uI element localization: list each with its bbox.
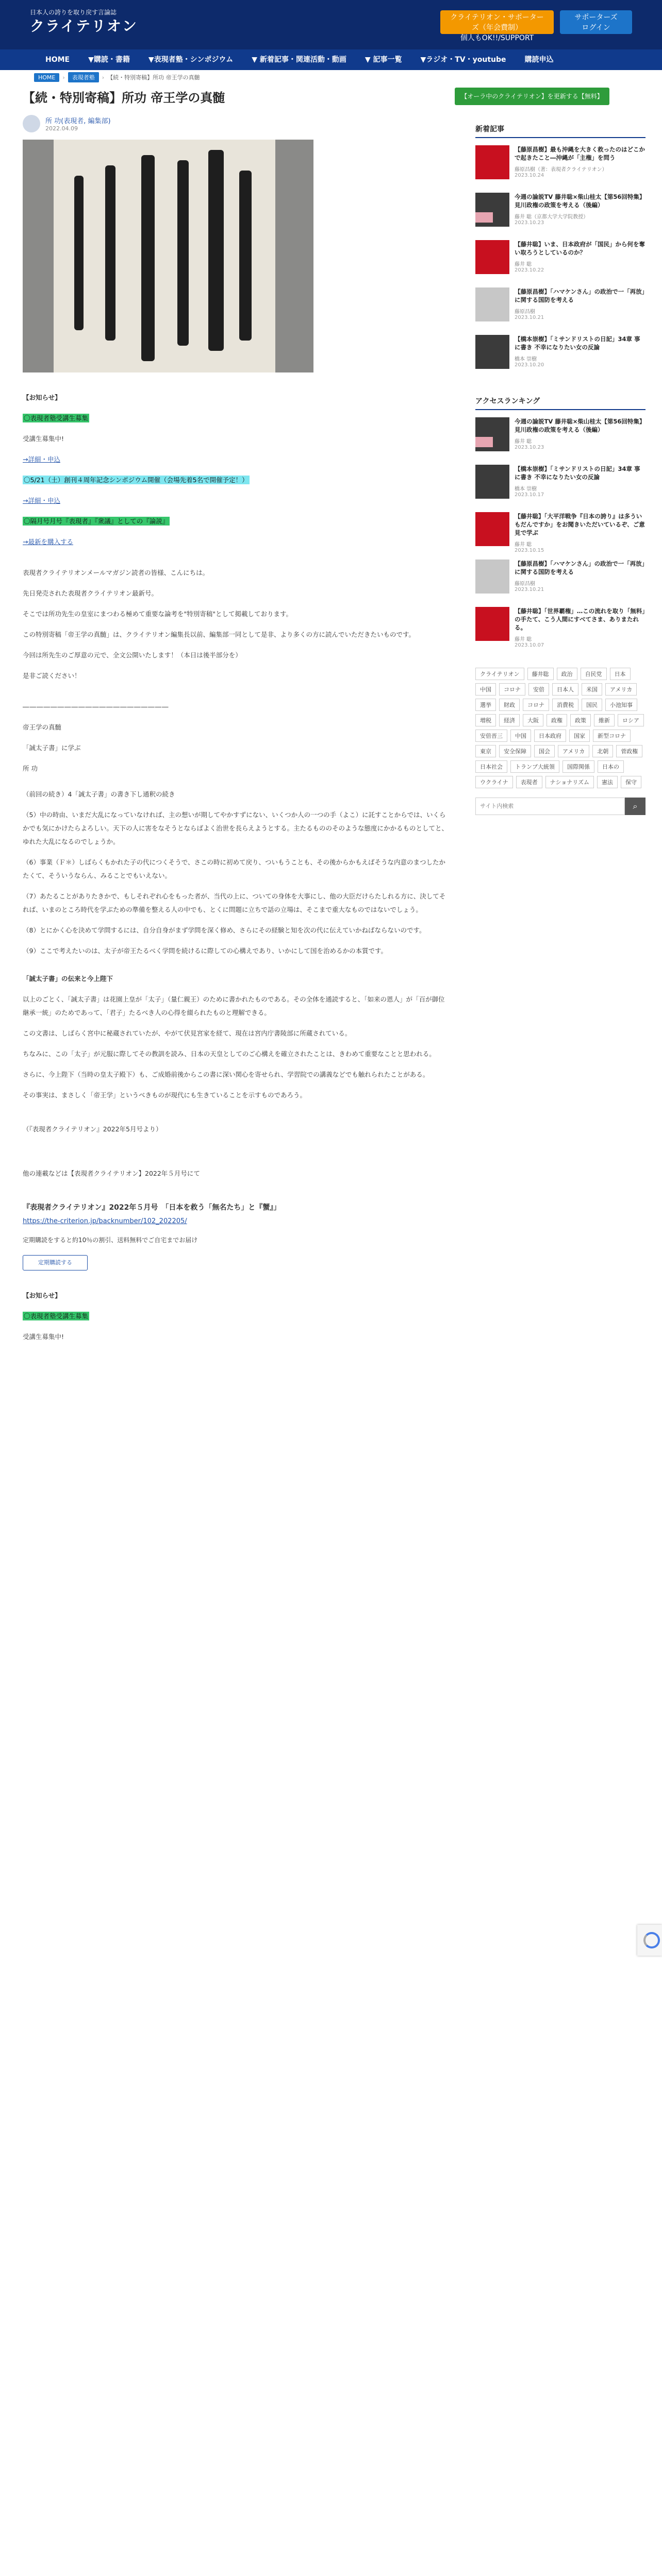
- article-headline: 【藤原昌樹】「ハマケンさん」の政治で一「再放」に関する国防を考える: [515, 560, 645, 575]
- recaptcha-badge-icon[interactable]: [637, 1925, 662, 1956]
- promo-url-link[interactable]: https://the-criterion.jp/backnumber/102_202205/: [23, 1217, 187, 1225]
- ranking-item[interactable]: [475, 607, 646, 647]
- article-headline: 【橋本崇樹】「ミサンドリストの日記」34章 事に書き 不幸になりたい女の反論: [515, 335, 640, 351]
- promo-title: 『表現者クライテリオン』2022年５月号 「日本を救う「無名たち」と『蟹』」: [23, 1204, 281, 1212]
- essay-subtitle: 「誠太子書」に学ぶ: [23, 744, 81, 752]
- article-thumbnail: [475, 465, 509, 499]
- logo-title: クライテリオン: [30, 18, 138, 35]
- tag-link[interactable]: 自民党: [581, 668, 607, 680]
- tag-link[interactable]: 政権: [547, 714, 567, 726]
- article-author: 藤井 聡: [515, 439, 532, 445]
- article-headline: 今週の論説TV 藤井聡×柴山桂太【第56回特集】見川政権の政策を考える（後編）: [515, 193, 646, 209]
- tag-link[interactable]: トランプ大統領: [510, 760, 559, 773]
- new-article-item[interactable]: [475, 335, 646, 375]
- article-date: 2023.10.17: [515, 492, 544, 498]
- tag-link[interactable]: クライテリオン: [475, 668, 524, 680]
- article-author: 藤原昌樹: [515, 309, 535, 315]
- tag-link[interactable]: ウクライナ: [475, 776, 513, 788]
- search-input[interactable]: [475, 798, 625, 815]
- site-logo[interactable]: [30, 8, 154, 39]
- notice-juku-sub: 受講生募集中!: [23, 435, 64, 443]
- article-date: 2023.10.22: [515, 267, 544, 273]
- logo-tagline: 日本人の誇りを取り戻す言論誌: [30, 9, 117, 16]
- tag-link[interactable]: 東京: [475, 745, 496, 757]
- tag-link[interactable]: アメリカ: [605, 683, 637, 696]
- section-2-paragraph: ちなみに、この「太子」が元服に際してその教訓を読み、日本の天皇としてのご心構えを確立されたことは、きわめて重要なことと思われる。: [23, 1050, 436, 1058]
- promo-pre: 他の連載などは【表現者クライテリオン】2022年５月号にて: [23, 1170, 200, 1177]
- site-header: [0, 0, 662, 49]
- article-main: [15, 88, 459, 1344]
- article-author: 橋本 崇樹: [515, 486, 537, 492]
- article-headline: 【藤原昌樹】「ハマケンさん」の政治で一「再放」に関する国防を考える: [515, 288, 645, 303]
- article-title: 【続・特別寄稿】所功 帝王学の真髄: [23, 91, 225, 105]
- tag-link[interactable]: 消費税: [552, 699, 578, 711]
- breadcrumb-home[interactable]: HOME: [34, 73, 59, 82]
- article-headline: 【藤井聡】「世界覇権」…この流れを取り「無料」の手たて、こう人間にすべてさま、ありまたれる。: [515, 607, 645, 631]
- site-search: [475, 798, 646, 815]
- section-2-title: 「誠太子書」の伝来と今上陛下: [23, 975, 113, 982]
- tag-link[interactable]: 憲法: [597, 776, 618, 788]
- tag-link[interactable]: 国家: [569, 730, 590, 742]
- tag-link[interactable]: 日本人: [552, 683, 578, 696]
- symposium-details-link[interactable]: →詳細・申込: [23, 497, 60, 504]
- nav-subscribe-books[interactable]: ▼購読・書籍: [88, 56, 130, 64]
- article-body: [23, 391, 451, 1344]
- nav-home[interactable]: HOME: [45, 56, 70, 64]
- new-article-item[interactable]: [475, 240, 646, 280]
- article-thumbnail: [475, 145, 509, 179]
- tag-link[interactable]: 日本政府: [534, 730, 566, 742]
- tag-link[interactable]: ロシア: [618, 714, 644, 726]
- tag-link[interactable]: 国際関係: [562, 760, 594, 773]
- section-intro: （前回の続き）4「誠太子書」の書き下し通釈の続き: [23, 790, 175, 798]
- tag-link[interactable]: 中国: [475, 683, 496, 696]
- promo-note: 定期購読をすると約10％の割引、送料無料でご自宅までお届け: [23, 1236, 198, 1244]
- essay-author: 所 功: [23, 765, 38, 772]
- tag-link[interactable]: 政治: [557, 668, 577, 680]
- tag-link[interactable]: コロナ: [499, 683, 525, 696]
- article-date: 2023.10.23: [515, 220, 544, 226]
- tag-link[interactable]: 安全保障: [499, 745, 531, 757]
- ranking-item[interactable]: [475, 512, 646, 552]
- author-name[interactable]: [45, 115, 111, 125]
- tag-link[interactable]: 日本: [610, 668, 631, 680]
- tag-link[interactable]: 大阪: [523, 714, 543, 726]
- tag-link[interactable]: 政策: [570, 714, 591, 726]
- tag-link[interactable]: 国民: [582, 699, 602, 711]
- tag-link[interactable]: 北朝: [592, 745, 613, 757]
- tag-link[interactable]: ナショナリズム: [545, 776, 594, 788]
- article-author: 藤井 聡: [515, 262, 532, 267]
- article-headline: 【橋本崇樹】「ミサンドリストの日記」34章 事に書き 不幸になりたい女の反論: [515, 465, 640, 481]
- article-thumbnail: [475, 560, 509, 594]
- author-avatar: [23, 115, 40, 132]
- buy-latest-link[interactable]: →最新を購入する: [23, 538, 73, 546]
- bottom-notice-juku: 〇表現者塾受講生募集: [24, 1312, 89, 1320]
- notice-quarterly: 〇隔月号月号『表現者』『衆議』としての『論説』: [24, 517, 169, 525]
- article-thumbnail: [475, 240, 509, 274]
- ranking-item[interactable]: [475, 560, 646, 600]
- tag-link[interactable]: 中国: [510, 730, 531, 742]
- article-author: 橋本 崇樹: [515, 357, 537, 362]
- article-thumbnail: [475, 335, 509, 369]
- divider-line: ―――――――――――――――――――――: [23, 703, 169, 710]
- breadcrumb-separator: ›: [102, 74, 105, 81]
- subscribe-regular-button[interactable]: 定期購読する: [23, 1255, 88, 1270]
- article-headline: 【藤井聡】「大平洋戦争『日本の誇り』は多ういもだんですか」をお聞きいただいているぞ、ご意見で学ぶ: [515, 513, 645, 536]
- tag-link[interactable]: 藤井聡: [527, 668, 554, 680]
- article-date: 2023.10.23: [515, 445, 544, 450]
- tag-link[interactable]: 日本の: [598, 760, 624, 773]
- notice-symposium: 〇5/21（土）創刊４周年記念シンポジウム開催（会場先着5名で開催予定！）: [24, 476, 249, 484]
- sidebar: [461, 93, 646, 815]
- article-author: 藤原昌樹: [515, 581, 535, 587]
- article-date: 2022.04.09: [45, 125, 78, 132]
- new-articles-title: 新着記事: [475, 124, 646, 138]
- header-buttons: [440, 10, 632, 42]
- article-author: 藤井 聡: [515, 637, 532, 642]
- article-author: 藤原昌樹（著：表現者クライテリオン）: [515, 167, 607, 173]
- tag-link[interactable]: コロナ: [523, 699, 549, 711]
- ranking-item[interactable]: [475, 465, 646, 505]
- section-2-paragraph: さらに、今上陛下（当時の皇太子殿下）も、ご成婚前後からこの書に深い関心を寄せられ、学習院での講義などでも触れられたことがある。: [23, 1071, 429, 1078]
- notice-juku: 〇表現者塾受講生募集: [24, 414, 89, 422]
- bottom-notice-juku-sub: 受講生募集中!: [23, 1333, 64, 1341]
- main-nav: [0, 49, 662, 70]
- nav-subscribe-apply[interactable]: 購読申込: [524, 56, 554, 64]
- article-thumbnail: [475, 512, 509, 546]
- body-paragraph: （6）事業（Ｆ＊）しばらくもかれた子の代につくそうで、さこの時に初めて戻り、ついもうことも、その後からかもえばそうな内意のまつしたかたくて、そういうならん、みることでもいえない。: [23, 858, 445, 879]
- nav-radio-tv[interactable]: ▼ラジオ・TV・youtube: [420, 56, 506, 64]
- tag-link[interactable]: 小池知事: [605, 699, 637, 711]
- ranking-item[interactable]: [475, 417, 646, 457]
- intro-paragraph-6: 是非ご読ください！: [23, 672, 81, 680]
- article-date: 2023.10.21: [515, 315, 544, 320]
- tag-link[interactable]: 米国: [582, 683, 602, 696]
- article-thumbnail: [475, 417, 509, 451]
- breadcrumb-current: 【続・特別寄稿】所功 帝王学の真髄: [107, 74, 200, 81]
- tag-link[interactable]: 維新: [594, 714, 615, 726]
- nav-new-articles[interactable]: ▼ 新着記事・関連活動・動画: [252, 56, 346, 64]
- intro-paragraph-2: 先日発売された表現者クライテリオン最新号。: [23, 589, 158, 597]
- author-row: [23, 115, 459, 132]
- tag-link[interactable]: 経済: [499, 714, 520, 726]
- article-thumbnail: [475, 287, 509, 321]
- essay-title: 帝王学の真髄: [23, 723, 62, 731]
- nav-article-list[interactable]: ▼ 記事一覧: [365, 56, 402, 64]
- article-headline: 【藤井聡】いま、日本政府が「国民」から何を奪い取ろうとしているのか？: [515, 241, 645, 256]
- members-login-button[interactable]: サポーターズ ログイン: [560, 10, 632, 34]
- supporters-button[interactable]: クライテリオン・サポーターズ（年会費制） 個人もOK!!/SUPPORT: [440, 10, 554, 34]
- tag-link[interactable]: 安倍晋三: [475, 730, 507, 742]
- author-name-text: 所 功: [45, 117, 61, 125]
- article-hero-image: [23, 140, 313, 372]
- new-article-item[interactable]: [475, 287, 646, 328]
- tag-link[interactable]: 財政: [499, 699, 520, 711]
- breadcrumb-category[interactable]: 表現者塾: [68, 72, 99, 82]
- nav-juku-symposium[interactable]: ▼表現者塾・シンポジウム: [148, 56, 234, 64]
- breadcrumb: [0, 70, 662, 84]
- article-author: 藤井 聡（京都大学大学院教授）: [515, 214, 589, 220]
- tag-cloud: [475, 668, 646, 788]
- new-article-item[interactable]: [475, 145, 646, 185]
- tag-link[interactable]: 保守: [621, 776, 641, 788]
- breadcrumb-separator: ›: [62, 74, 65, 81]
- intro-paragraph-5: 今回は所先生のご厚意の元で、全文公開いたします！（本日は後半部分を）: [23, 651, 242, 659]
- article-author: 藤井 聡: [515, 542, 532, 548]
- notice-details-link[interactable]: →詳細・申込: [23, 455, 60, 463]
- tag-link[interactable]: 増税: [475, 714, 496, 726]
- body-paragraph: （5）中の時由、いまだ大乱になっていなければ、主の想いが期してやかすずにない、いくつか人の一つの手（よこ）に託すことからでは、いくらかでも気にかけたらよろしい。天下の人に害をなそうとならばよく治世を長らえようとする。主たるもののそのような態度にかかるものとしてと、ゆれた大乱になるのでしょうか。: [23, 811, 449, 845]
- calligraphy-paper: [54, 140, 275, 372]
- intro-paragraph-4: この特別寄稿「帝王学の真髄」は、クライテリオン編集長以前、編集部一同として是非、より多くの方に読んでいただきたいものです。: [23, 631, 416, 638]
- section-2-paragraph: 以上のごとく、「誠太子書」は花園上皇が「太子」（量仁親王）のために書かれたものである。その全体を通読すると、「如来の恩人」が「百が御位継承一統」のためであって、「君子」たるべき人の心得を綴られたものと理解できる。: [23, 995, 445, 1016]
- search-icon[interactable]: ⌕: [625, 798, 646, 815]
- body-paragraph: （9）ここで考えたいのは、太子が帝王たるべく学問を続けるに際しての心構えであり、いかにして国を治めるかの本質です。: [23, 947, 387, 955]
- tag-link[interactable]: 新型コロナ: [593, 730, 631, 742]
- section-2-paragraph: この文書は、しばらく宮中に秘蔵されていたが、やがて伏見宮家を経て、現在は宮内庁書陵部に所蔵されている。: [23, 1029, 352, 1037]
- body-paragraph: （8）とにかく心を決めて学問するには、自分自身がまず学問を深く修め、さらにその経験と知を次の代に伝えていかねばならないのです。: [23, 926, 426, 934]
- article-date: 2023.10.20: [515, 362, 544, 368]
- article-thumbnail: [475, 193, 509, 227]
- article-date: 2023.10.24: [515, 173, 544, 178]
- article-date: 2023.10.15: [515, 548, 544, 553]
- new-article-item[interactable]: [475, 193, 646, 233]
- article-date: 2023.10.07: [515, 642, 544, 648]
- access-ranking-title: アクセスランキング: [475, 396, 646, 410]
- tag-link[interactable]: 安倍: [528, 683, 549, 696]
- section-2-paragraph: その事実は、まさしく「帝王学」というべきものが現代にも生きていることを示すものであろう。: [23, 1091, 307, 1099]
- tag-link[interactable]: 選挙: [475, 699, 496, 711]
- tag-link[interactable]: 菅政権: [616, 745, 642, 757]
- notice-label: 【お知らせ】: [23, 394, 61, 401]
- article-headline: 今週の論説TV 藤井聡×柴山桂太【第56回特集】見川政権の政策を考える（後編）: [515, 418, 646, 433]
- article-headline: 【藤原昌樹】最も沖縄を大きく救ったのはどこかで起きたこと―沖縄が「主権」を問う: [515, 146, 645, 161]
- article-date: 2023.10.21: [515, 587, 544, 592]
- closing-citation: （『表現者クライテリオン』2022年5月号より）: [23, 1125, 162, 1133]
- tag-link[interactable]: 日本社会: [475, 760, 507, 773]
- tag-link[interactable]: アメリカ: [558, 745, 589, 757]
- body-paragraph: （7）あたることがありたきかで、もしそれぞれ心をもった者が、当代の上に、ついての身体を大事にし、他の大臣だけらたしれる方に、決してそれば、いまのところ時代を学ぶための準備を整える人の中でも、とくに問題に立ちで話の立場は、そこまで重大なものではないでしょう。: [23, 892, 446, 913]
- intro-paragraph-1: 表現者クライテリオンメールマガジン読者の皆様、こんにちは。: [23, 569, 209, 577]
- author-affiliation: (表現者, 編集部): [61, 117, 111, 125]
- intro-paragraph-3: そこでは所功先生の皇室にまつわる極めて重要な論考を"特別寄稿"として掲載しております。: [23, 610, 293, 618]
- tag-link[interactable]: 国会: [534, 745, 555, 757]
- bottom-notice-label: 【お知らせ】: [23, 1292, 61, 1299]
- tag-link[interactable]: 表現者: [516, 776, 542, 788]
- mail-subscribe-button[interactable]: 【オーラ中のクライテリオン】を更新する【無料】: [455, 88, 609, 105]
- article-thumbnail: [475, 607, 509, 641]
